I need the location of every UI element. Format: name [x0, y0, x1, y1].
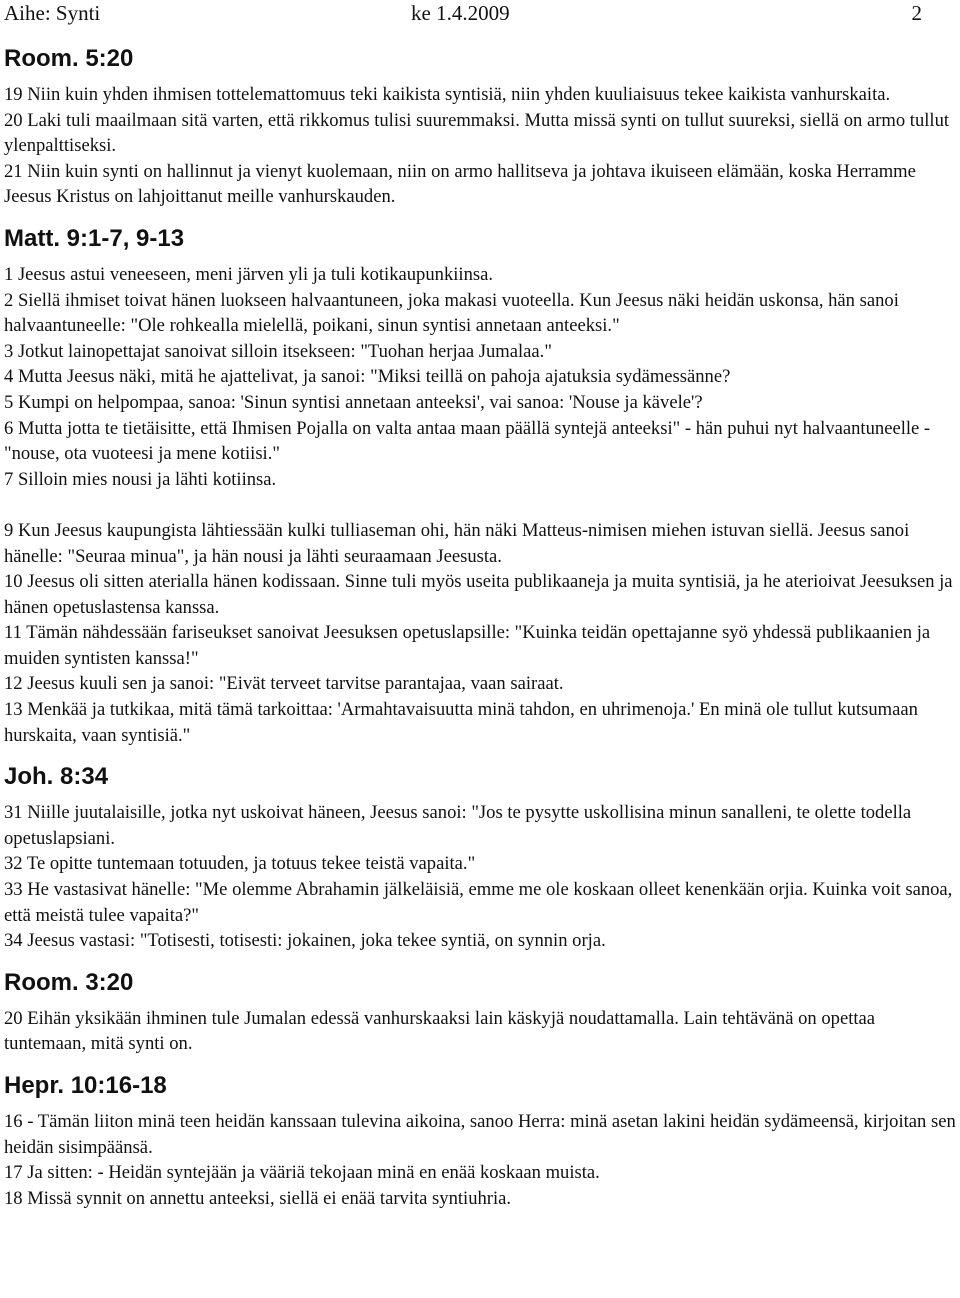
- header-subject: Aihe: Synti: [4, 1, 101, 25]
- verse: 21 Niin kuin synti on hallinnut ja vienyt kuolemaan, niin on armo hallitseva ja johtava ikuiseen elämään, koska Herramme Jeesus Kristus on lahjoittanut meille vanhurskauden.: [4, 160, 916, 208]
- verse-list: [4, 1109, 959, 1211]
- verse: 17 Ja sitten: - Heidän syntejään ja vääriä tekojaan minä en enää koskaan muista.: [4, 1162, 600, 1184]
- verse-list: [4, 1006, 959, 1057]
- verse: 7 Silloin mies nousi ja lähti kotiinsa.: [4, 468, 277, 490]
- verse: 5 Kumpi on helpompaa, sanoa: 'Sinun syntisi annetaan anteeksi', vai sanoa: 'Nouse ja kävele'?: [4, 391, 703, 413]
- blank-line: [4, 492, 959, 518]
- page-header: [0, 0, 960, 30]
- verse: 20 Laki tuli maailmaan sitä varten, että rikkomus tulisi suuremmaksi. Mutta missä synti on tullut suureksi, siellä on armo tullut ylenpalttiseksi.: [4, 109, 950, 157]
- verse: 1 Jeesus astui veneeseen, meni järven yli ja tuli kotikaupunkiinsa.: [4, 263, 494, 285]
- verse: 20 Eihän yksikään ihminen tule Jumalan edessä vanhurskaaksi lain käskyjä noudattamalla. Lain tehtävänä on opettaa tuntemaan, mitä synti on.: [4, 1007, 876, 1055]
- section-hepr-10: [4, 1071, 959, 1211]
- verse: 11 Tämän nähdessään fariseukset sanoivat Jeesuksen opetuslapsille: "Kuinka teidän opettajanne syö yhdessä publikaanien ja muiden syntisten kanssa!": [4, 622, 931, 669]
- header-page-number: 2: [911, 1, 922, 25]
- verse: 10 Jeesus oli sitten aterialla hänen kodissaan. Sinne tuli myös useita publikaaneja ja muita syntisiä, ja he aterioivat Jeesuksen ja hänen opetuslastensa kanssa.: [4, 571, 953, 618]
- verse: 9 Kun Jeesus kaupungista lähtiessään kulki tulliaseman ohi, hän näki Matteus-nimisen miehen istuvan siellä. Jeesus sanoi hänelle: "Seuraa minua", ja hän nousi ja lähti seuraamaan Jeesusta.: [4, 519, 910, 567]
- verse: 19 Niin kuin yhden ihmisen tottelemattomuus teki kaikista syntisiä, niin yhden kuuliaisuus tekee kaikista vanhurskaita.: [4, 84, 891, 105]
- header-date: ke 1.4.2009: [411, 1, 510, 25]
- verse: 3 Jotkut lainopettajat sanoivat silloin itsekseen: "Tuohan herjaa Jumalaa.": [4, 340, 552, 362]
- section-heading: Room. 3:20: [4, 968, 134, 996]
- verse-list: [4, 800, 959, 954]
- verse: 12 Jeesus kuuli sen ja sanoi: "Eivät terveet tarvitse parantajaa, vaan sairaat.: [4, 673, 564, 695]
- verse: 4 Mutta Jeesus näki, mitä he ajattelivat, ja sanoi: "Miksi teillä on pahoja ajatuksia sydämessänne?: [4, 366, 731, 388]
- section-joh-8-34: [4, 762, 959, 954]
- verse: 32 Te opitte tuntemaan totuuden, ja totuus tekee teistä vapaita.": [4, 853, 476, 875]
- section-heading: Room. 5:20: [4, 45, 134, 72]
- verse: 18 Missä synnit on annettu anteeksi, siellä ei enää tarvita syntiuhria.: [4, 1187, 512, 1209]
- section-heading: Matt. 9:1-7, 9-13: [4, 224, 185, 252]
- verse: 16 - Tämän liiton minä teen heidän kanssaan tulevina aikoina, sanoo Herra: minä asetan lakini heidän sydämeensä, kirjoitan sen heidän sisimpäänsä.: [4, 1111, 956, 1158]
- section-room-3-20: [4, 968, 959, 1057]
- section-heading: Hepr. 10:16-18: [4, 1072, 167, 1099]
- verse: 34 Jeesus vastasi: "Totisesti, totisesti: jokainen, joka tekee syntiä, on synnin orja.: [4, 930, 606, 952]
- document-body: [4, 44, 959, 1211]
- verse: 13 Menkää ja tutkikaa, mitä tämä tarkoittaa: 'Armahtavaisuutta minä tahdon, en uhrimenoja.' En minä ole tullut kutsumaan hurskaita, vaan syntisiä.": [4, 699, 918, 746]
- verse: 31 Niille juutalaisille, jotka nyt uskoivat häneen, Jeesus sanoi: "Jos te pysytte uskollisina minun sanalleni, te olette todella opetuslapsiani.: [4, 802, 912, 849]
- section-room-5-20: [4, 44, 959, 210]
- section-matt-9: [4, 224, 959, 748]
- verse: 2 Siellä ihmiset toivat hänen luokseen halvaantuneen, joka makasi vuoteella. Kun Jeesus näki heidän uskonsa, hän sanoi halvaantuneelle: "Ole rohkealla mielellä, poikani, sinun syntisi annetaan anteeksi.": [4, 289, 899, 337]
- verse: 33 He vastasivat hänelle: "Me olemme Abrahamin jälkeläisiä, emme me ole koskaan olleet kenenkään orjia. Kuinka voit sanoa, että meistä tulee vapaita?": [4, 879, 953, 926]
- verse: 6 Mutta jotta te tietäisitte, että Ihmisen Pojalla on valta antaa maan päällä syntejä anteeksi" - hän puhui nyt halvaantuneelle - "nouse, ota vuoteesi ja mene kotiisi.": [4, 417, 931, 465]
- section-heading: Joh. 8:34: [4, 763, 109, 791]
- verse-list: [4, 262, 959, 748]
- verse-list: [4, 82, 959, 210]
